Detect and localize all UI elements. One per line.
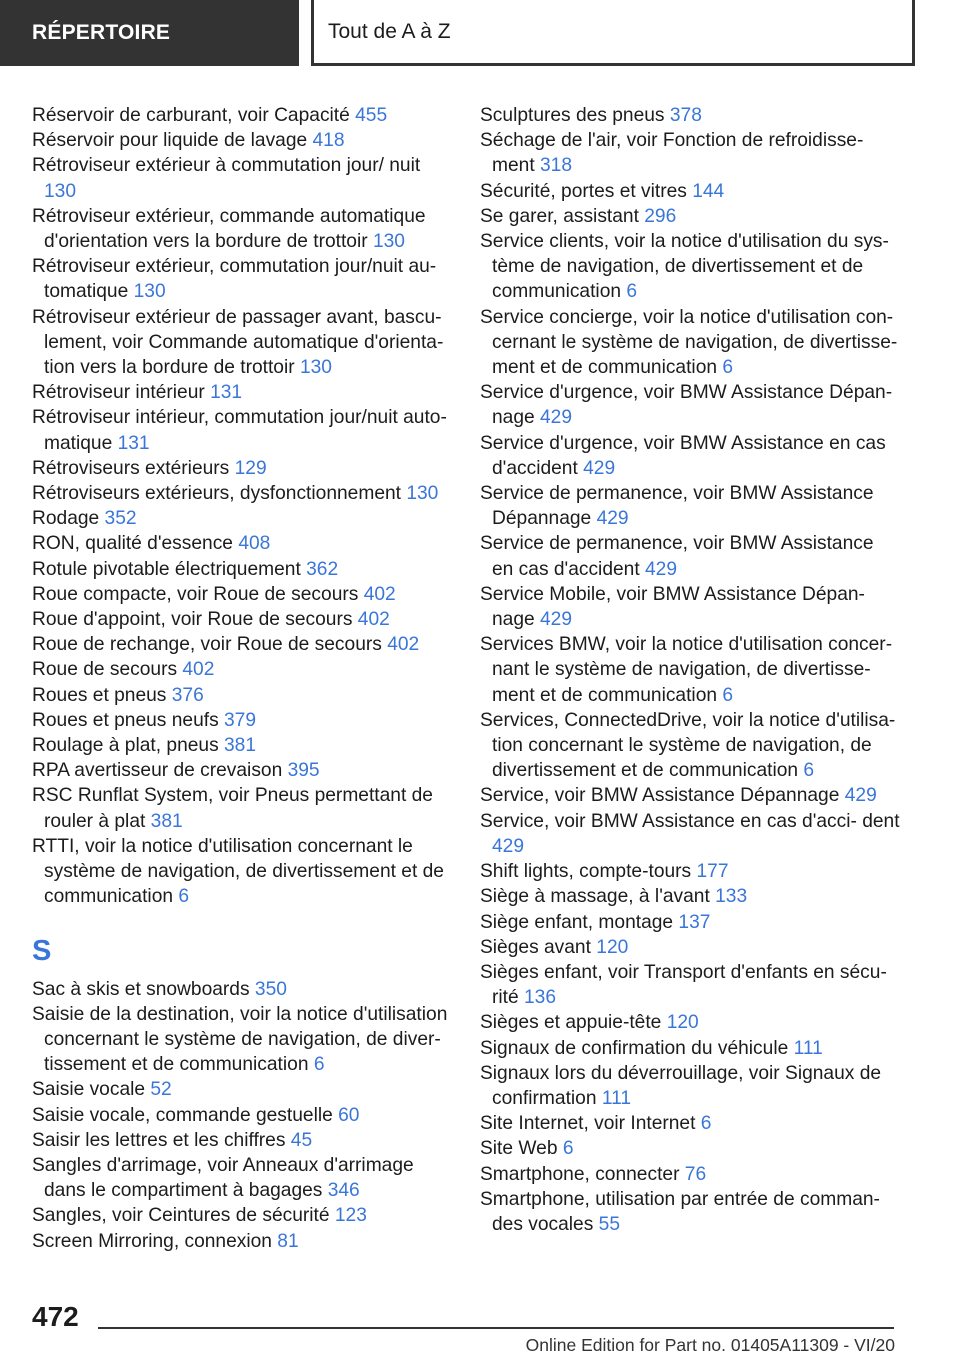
entry-text: Smartphone, utilisation par entrée de comman- des vocales <box>480 1188 880 1235</box>
page-link[interactable]: 352 <box>104 508 137 530</box>
index-entry <box>32 758 452 783</box>
entry-text: Rétroviseur extérieur à commutation jour/ nuit <box>32 155 421 177</box>
index-entry <box>480 582 900 632</box>
page-link[interactable]: 131 <box>210 382 243 404</box>
index-entry <box>32 1153 452 1203</box>
index-entry <box>480 1061 900 1111</box>
index-entry <box>480 708 900 784</box>
page-link[interactable]: 76 <box>684 1163 707 1185</box>
index-entry <box>480 179 900 204</box>
entry-text: Rodage <box>32 508 105 530</box>
page-link[interactable]: 131 <box>117 432 150 454</box>
index-entry <box>32 506 452 531</box>
index-entry <box>480 809 900 859</box>
index-entry <box>32 380 452 405</box>
entry-text: Roues et pneus neufs <box>32 709 225 731</box>
entry-text: Site Web <box>480 1138 563 1160</box>
index-entry <box>32 733 452 758</box>
entry-text: Saisie vocale <box>32 1079 151 1101</box>
page-link[interactable]: 130 <box>372 231 405 253</box>
page-link[interactable]: 120 <box>596 936 629 958</box>
entry-text: Réservoir de carburant, voir Capacité <box>32 105 356 126</box>
page-link[interactable]: 429 <box>540 609 573 631</box>
index-entry <box>32 204 452 254</box>
page-link[interactable]: 177 <box>696 861 729 883</box>
page-link[interactable]: 402 <box>387 634 420 656</box>
page-link[interactable]: 408 <box>238 533 271 555</box>
entry-text: Rétroviseur extérieur de passager avant, bascu- lement, voir Commande automatique d'orienta- tion vers la bordure de trottoir <box>32 306 444 379</box>
index-group-s <box>32 977 452 1254</box>
index-entry <box>32 254 452 304</box>
entry-text: Sécurité, portes et vitres <box>480 180 693 202</box>
page-link[interactable]: 130 <box>44 180 77 202</box>
entry-text: Smartphone, connecter <box>480 1163 685 1185</box>
page-link[interactable]: 429 <box>583 457 616 479</box>
index-entry <box>32 557 452 582</box>
section-letter: S <box>32 934 52 967</box>
page-link[interactable]: 6 <box>562 1138 574 1160</box>
index-entry <box>480 632 900 708</box>
entry-text: Saisie de la destination, voir la notice d'utilisation concernant le système de navigation, de diver- tissement et de communication <box>32 1003 448 1076</box>
index-entry <box>32 1002 452 1078</box>
entry-text: Screen Mirroring, connexion <box>32 1230 278 1252</box>
index-group-r <box>32 103 452 910</box>
index-entry <box>480 1036 900 1061</box>
index-entry <box>480 128 900 178</box>
entry-text: Service concierge, voir la notice d'utilisation con- cernant le système de navigation, de divertisse- ment et de communication <box>480 306 898 379</box>
index-entry <box>480 960 900 1010</box>
page-link[interactable]: 130 <box>299 357 332 379</box>
entry-text: Sac à skis et snowboards <box>32 978 255 1000</box>
index-entry <box>480 910 900 935</box>
page-link[interactable]: 60 <box>338 1104 360 1126</box>
page-link[interactable]: 6 <box>803 760 815 782</box>
entry-text: Service, voir BMW Assistance Dépannage <box>480 785 845 807</box>
page-link[interactable]: 402 <box>363 583 396 605</box>
page-link[interactable]: 55 <box>598 1213 620 1235</box>
index-entry <box>32 977 452 1002</box>
index-entry <box>32 783 452 833</box>
page-link[interactable]: 136 <box>524 987 557 1009</box>
page-link[interactable]: 123 <box>334 1205 367 1227</box>
entry-text: Sangles d'arrimage, voir Anneaux d'arrimage dans le compartiment à bagages <box>32 1154 414 1202</box>
entry-text: Roue de secours <box>32 659 183 681</box>
index-entry <box>480 935 900 960</box>
index-entry <box>32 305 452 381</box>
entry-text: Roue d'appoint, voir Roue de secours <box>32 609 358 631</box>
entry-text: RSC Runflat System, voir Pneus permettant de rouler à plat <box>32 785 433 832</box>
index-entry <box>32 128 452 153</box>
entry-text: Réservoir pour liquide de lavage <box>32 130 313 152</box>
index-entry <box>32 456 452 481</box>
page-link[interactable]: 378 <box>669 105 702 126</box>
entry-text: Sièges avant <box>480 936 597 958</box>
page-link[interactable]: 362 <box>306 558 339 580</box>
index-entry <box>32 1229 452 1254</box>
entry-text: Roue compacte, voir Roue de secours <box>32 583 364 605</box>
entry-text: Se garer, assistant <box>480 205 645 227</box>
page-link[interactable]: 429 <box>540 407 573 429</box>
index-entry <box>32 531 452 556</box>
page-link[interactable]: 81 <box>277 1230 299 1252</box>
index-entry <box>32 103 452 128</box>
index-entry <box>480 431 900 481</box>
page-link[interactable]: 6 <box>626 281 638 303</box>
index-entry <box>32 1103 452 1128</box>
page-link[interactable]: 318 <box>540 155 573 177</box>
index-entry <box>32 1077 452 1102</box>
entry-text: Siège enfant, montage <box>480 911 679 933</box>
page-link[interactable]: 402 <box>357 609 390 631</box>
index-entry <box>480 1010 900 1035</box>
entry-text: Roues et pneus <box>32 684 172 706</box>
index-entry <box>480 884 900 909</box>
entry-text: Siège à massage, à l'avant <box>480 886 716 908</box>
page-link[interactable]: 455 <box>355 105 388 126</box>
page-link[interactable]: 429 <box>645 558 678 580</box>
entry-text: Service de permanence, voir BMW Assistance en cas d'accident <box>480 533 874 580</box>
entry-text: Rétroviseur intérieur, commutation jour/nuit auto- matique <box>32 407 447 454</box>
entry-text: Service d'urgence, voir BMW Assistance Dépan- nage <box>480 382 893 429</box>
section-tab: RÉPERTOIRE <box>0 0 299 66</box>
entry-text: Service Mobile, voir BMW Assistance Dépan- nage <box>480 583 865 631</box>
entry-text: Sangles, voir Ceintures de sécurité <box>32 1205 335 1227</box>
page-link[interactable]: 130 <box>406 483 439 505</box>
left-column <box>32 103 452 1254</box>
entry-text: Rétroviseur extérieur, commande automatique d'orientation vers la bordure de trottoir <box>32 205 426 253</box>
page-link[interactable]: 120 <box>666 1012 699 1034</box>
page-link[interactable]: 381 <box>150 810 183 832</box>
page-link[interactable]: 45 <box>290 1129 313 1151</box>
index-entry <box>32 1128 452 1153</box>
entry-text: Signaux lors du déverrouillage, voir Signaux de confirmation <box>480 1062 882 1109</box>
index-entry <box>480 204 900 229</box>
index-entry <box>480 531 900 581</box>
entry-text: Rotule pivotable électriquement <box>32 558 307 580</box>
page-link[interactable]: 137 <box>678 911 711 933</box>
entry-text: Saisie vocale, commande gestuelle <box>32 1104 339 1126</box>
entry-text: Rétroviseurs extérieurs <box>32 457 235 479</box>
index-entry <box>480 1136 900 1161</box>
page-link[interactable]: 402 <box>182 659 215 681</box>
entry-text: Site Internet, voir Internet <box>480 1113 701 1135</box>
page-link[interactable]: 133 <box>715 886 748 908</box>
footer-divider <box>98 1327 894 1329</box>
index-entry <box>32 405 452 455</box>
index-entry <box>480 380 900 430</box>
page-number: 472 <box>32 1301 79 1332</box>
index-entry <box>480 305 900 381</box>
entry-text: RTTI, voir la notice d'utilisation concernant le système de navigation, de divertissement et de communication <box>32 835 444 908</box>
index-entry <box>32 1203 452 1228</box>
page-link[interactable]: 111 <box>601 1087 632 1109</box>
page-link[interactable]: 6 <box>178 886 190 908</box>
entry-text: Service clients, voir la notice d'utilisation du sys- tème de navigation, de divertissement et de communication <box>480 231 889 303</box>
page-link[interactable]: 429 <box>844 785 877 807</box>
page-link[interactable]: 6 <box>722 684 734 706</box>
entry-text: Services, ConnectedDrive, voir la notice d'utilisa- tion concernant le système de navigation, de divertissement et de communication <box>480 709 896 782</box>
page-link[interactable]: 379 <box>224 709 257 731</box>
page-link[interactable]: 381 <box>224 735 257 757</box>
page-link[interactable]: 350 <box>254 978 287 1000</box>
index-group-s-continued <box>480 103 900 1237</box>
index-entry <box>480 1111 900 1136</box>
page-link[interactable]: 6 <box>722 357 734 379</box>
page-link[interactable]: 395 <box>287 760 320 782</box>
entry-text: Service de permanence, voir BMW Assistance Dépannage <box>480 483 874 530</box>
index-entry <box>32 657 452 682</box>
entry-text: Service, voir BMW Assistance en cas d'acci- dent <box>480 810 900 832</box>
page-link[interactable]: 6 <box>313 1054 325 1076</box>
entry-text: Shift lights, compte-tours <box>480 861 697 883</box>
page-link[interactable]: 429 <box>596 508 629 530</box>
page-header <box>0 0 960 66</box>
entry-text: Sièges et appuie-tête <box>480 1012 667 1034</box>
page-link[interactable]: 346 <box>327 1180 360 1202</box>
right-column <box>480 103 900 1237</box>
index-entry <box>32 607 452 632</box>
page-link[interactable]: 111 <box>793 1037 823 1059</box>
index-entry <box>32 834 452 910</box>
page-link[interactable]: 418 <box>312 130 345 152</box>
entry-text: Sculptures des pneus <box>480 105 670 126</box>
index-entry <box>32 153 452 203</box>
entry-text: Séchage de l'air, voir Fonction de refroidisse- ment <box>480 130 864 177</box>
edition-text: Online Edition for Part no. 01405A11309 - VI/20 <box>525 1335 895 1355</box>
page-link[interactable]: 376 <box>171 684 204 706</box>
entry-text: Signaux de confirmation du véhicule <box>480 1037 794 1059</box>
index-entry <box>480 783 900 808</box>
index-entry <box>32 683 452 708</box>
index-entry <box>480 229 900 305</box>
index-entry <box>32 708 452 733</box>
index-entry <box>480 1162 900 1187</box>
page-link[interactable]: 130 <box>133 281 166 303</box>
page-link[interactable]: 6 <box>700 1113 712 1135</box>
index-entry <box>480 1187 900 1237</box>
page-link[interactable]: 429 <box>492 835 525 857</box>
page-link[interactable]: 296 <box>644 205 677 227</box>
entry-text: Roulage à plat, pneus <box>32 735 225 757</box>
index-entry <box>480 103 900 128</box>
index-entry <box>480 481 900 531</box>
index-entry <box>480 859 900 884</box>
entry-text: Rétroviseur intérieur <box>32 382 211 404</box>
entry-text: Service d'urgence, voir BMW Assistance en cas d'accident <box>480 432 886 479</box>
page-link[interactable]: 144 <box>692 180 725 202</box>
entry-text: Saisir les lettres et les chiffres <box>32 1129 291 1151</box>
entry-text: Rétroviseurs extérieurs, dysfonctionnement <box>32 483 407 505</box>
entry-text: RPA avertisseur de crevaison <box>32 760 288 782</box>
entry-text: Rétroviseur extérieur, commutation jour/nuit au- tomatique <box>32 256 437 303</box>
entry-text: Roue de rechange, voir Roue de secours <box>32 634 388 656</box>
subsection-tab: Tout de A à Z <box>311 0 915 66</box>
entry-text: RON, qualité d'essence <box>32 533 239 555</box>
entry-text: Services BMW, voir la notice d'utilisation concer- nant le système de navigation, de divertisse- ment et de communication <box>480 634 893 706</box>
page-link[interactable]: 52 <box>150 1079 172 1101</box>
page-link[interactable]: 129 <box>234 457 267 479</box>
entry-text: Sièges enfant, voir Transport d'enfants en sécu- rité <box>480 961 887 1009</box>
index-entry <box>32 481 452 506</box>
index-entry <box>32 632 452 657</box>
index-entry <box>32 582 452 607</box>
